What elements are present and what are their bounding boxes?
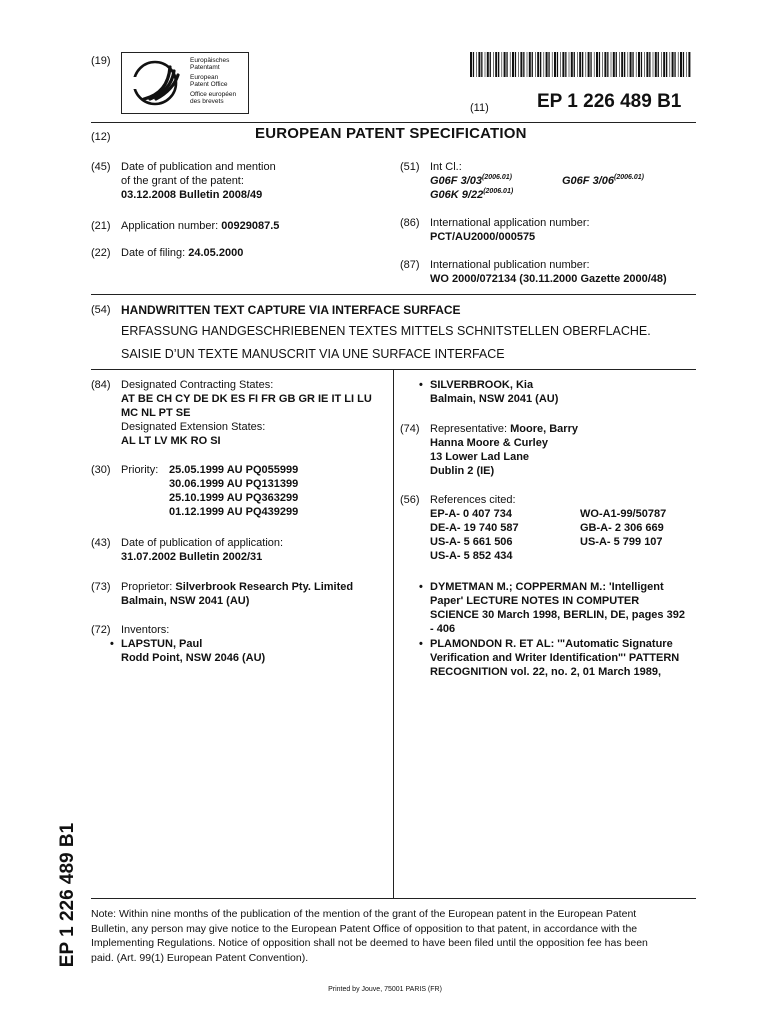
application-number: 00929087.5: [221, 220, 280, 232]
code-11: (11): [470, 102, 489, 114]
extension-states: AL LT LV MK RO SI: [121, 435, 221, 447]
reference-item: GB-A- 2 306 669: [580, 522, 664, 534]
printer-footer: Printed by Jouve, 75001 PARIS (FR): [328, 986, 442, 993]
designated-states-block: [121, 378, 372, 448]
inventors-label: Inventors:: [121, 624, 170, 636]
inventor-1: [121, 637, 265, 665]
intl-publication-label: International publication number:: [430, 259, 590, 271]
inventor-1-address: Rodd Point, NSW 2046 (AU): [121, 652, 266, 664]
code-12: (12): [91, 131, 111, 143]
code-87: (87): [400, 259, 420, 271]
proprietor-label: Proprietor:: [121, 581, 173, 593]
references-label: References cited:: [430, 494, 516, 506]
application-number-row: [121, 219, 279, 233]
code-73: (73): [91, 581, 111, 593]
office-name-de-1: Europäisches: [190, 57, 230, 64]
header-rule: [91, 122, 696, 123]
reference-item: US-A- 5 799 107: [580, 536, 663, 548]
filing-date-label: Date of filing:: [121, 247, 186, 259]
code-51: (51): [400, 161, 420, 173]
note-rule: [91, 898, 696, 899]
reference-item: EP-A- 0 407 734: [430, 508, 512, 520]
ipc-class-2: G06F $3/06^{(2006.01)}$: [562, 174, 644, 187]
proprietor-name: Silverbrook Research Pty. Limited: [175, 581, 354, 593]
inventor-2-address: Balmain, NSW 2041 (AU): [430, 393, 559, 405]
priority-item: 25.10.1999 AU PQ363299: [169, 492, 299, 504]
priority-item: 30.06.1999 AU PQ131399: [169, 478, 299, 490]
grant-label-2: of the grant of the patent:: [121, 175, 244, 187]
grant-date-bulletin: 03.12.2008 Bulletin 2008/49: [121, 189, 263, 201]
code-56: (56): [400, 494, 420, 506]
code-19: (19): [91, 55, 111, 67]
application-publication-block: [121, 536, 283, 564]
epo-logo-text: [190, 57, 236, 105]
inventor-2: [430, 378, 558, 406]
opposition-note: Note: Within nine months of the publication of the mention of the grant of the European patent in the European Patent Bulletin, any person may give notice to the European Patent Office of opposition to that patent, in accordance with the Implementing Regulations. Notice of opposition shall not be deemed to have been filed until the opposition fee has been paid. (Art. 99(1) European Patent Convention).: [91, 908, 648, 964]
int-cl-label: Int Cl.:: [430, 161, 462, 173]
intl-publication-block: [430, 258, 667, 286]
reference-item: WO-A1-99/50787: [580, 508, 667, 520]
side-publication-number: [54, 820, 82, 970]
document-type: EUROPEAN PATENT SPECIFICATION: [255, 125, 527, 142]
intl-publication-number: WO 2000/072134 (30.11.2000 Gazette 2000/48): [430, 273, 667, 285]
title-en: HANDWRITTEN TEXT CAPTURE VIA INTERFACE SURFACE: [121, 303, 461, 317]
intl-application-block: [430, 216, 590, 244]
filing-date: 24.05.2000: [188, 247, 244, 259]
office-name-en-1: European: [190, 73, 219, 81]
ipc-class-3: G06K $9/22^{(2006.01)}$: [430, 188, 514, 201]
proprietor-block: [121, 580, 353, 608]
code-74: (74): [400, 423, 420, 435]
title-de: ERFASSUNG HANDGESCHRIEBENEN TEXTES MITTELS SCHNITSTELLEN OBERFLACHE.: [121, 324, 651, 338]
application-publication-date: 31.07.2002 Bulletin 2002/31: [121, 551, 263, 563]
npl-reference-2: • PLAMONDON R. ET AL: '"Automatic Signature Verification and Writer Identification"' PATTERN RECOGNITION vol. 22, no. 2, 01 March 1989,: [430, 637, 679, 679]
epo-logo-mark-icon: [128, 57, 186, 109]
code-84: (84): [91, 379, 111, 391]
designated-states-label: Designated Contracting States:: [121, 379, 274, 391]
code-72: (72): [91, 624, 111, 636]
priority-list: [169, 463, 298, 519]
title-fr: SAISIE D’UN TEXTE MANUSCRIT VIA UNE SURFACE INTERFACE: [121, 347, 505, 361]
application-number-label: Application number:: [121, 220, 219, 232]
inventor-1-name: • LAPSTUN, Paul: [121, 637, 265, 651]
publication-number: EP 1 226 489 B1: [537, 91, 682, 112]
representative-street: 13 Lower Lad Lane: [430, 451, 530, 463]
designated-states-1: AT BE CH CY DE DK ES FI FR GB GR IE IT LI LU: [121, 393, 372, 405]
filing-date-row: [121, 246, 243, 260]
references-col-1: [430, 507, 519, 563]
code-43: (43): [91, 537, 111, 549]
office-name-fr-2: des brevets: [190, 98, 224, 106]
barcode: [470, 52, 692, 77]
representative-firm: Hanna Moore & Curley: [430, 437, 548, 449]
code-22: (22): [91, 247, 111, 259]
reference-item: US-A- 5 661 506: [430, 536, 513, 548]
reference-item: DE-A- 19 740 587: [430, 522, 519, 534]
code-54: (54): [91, 304, 111, 316]
references-col-2: [580, 507, 666, 549]
intl-application-number: PCT/AU2000/000575: [430, 231, 536, 243]
ipc-class-1: G06F $3/03^{(2006.01)}$: [430, 174, 512, 187]
extension-states-label: Designated Extension States:: [121, 421, 266, 433]
office-name-en-2: Patent Office: [190, 81, 228, 89]
grant-publication-block: [121, 160, 276, 202]
office-name-fr-1: Office européen: [190, 90, 237, 98]
code-86: (86): [400, 217, 420, 229]
representative-name: Moore, Barry: [510, 423, 578, 435]
representative-block: [430, 422, 578, 478]
inventor-2-name: • SILVERBROOK, Kia: [430, 378, 558, 392]
reference-item: US-A- 5 852 434: [430, 550, 513, 562]
meta-rule: [91, 294, 696, 295]
proprietor-address: Balmain, NSW 2041 (AU): [121, 595, 250, 607]
priority-item: 25.05.1999 AU PQ055999: [169, 464, 299, 476]
code-45: (45): [91, 161, 111, 173]
priority-item: 01.12.1999 AU PQ439299: [169, 506, 299, 518]
npl-reference-1: • DYMETMAN M.; COPPERMAN M.: 'Intelligent Paper' LECTURE NOTES IN COMPUTER SCIENCE 30 March 1998, BERLIN, DE, pages 392 - 406: [430, 580, 685, 636]
code-30: (30): [91, 464, 111, 476]
grant-label-1: Date of publication and mention: [121, 161, 276, 173]
epo-logo: [121, 52, 249, 114]
code-21: (21): [91, 220, 111, 232]
representative-label: Representative:: [430, 423, 508, 435]
priority-label: Priority:: [121, 464, 159, 476]
designated-states-2: MC NL PT SE: [121, 407, 191, 419]
intl-application-label: International application number:: [430, 217, 590, 229]
side-publication-number-text: EP 1 226 489 B1: [57, 822, 78, 968]
column-divider: [393, 369, 394, 898]
application-publication-label: Date of publication of application:: [121, 537, 284, 549]
office-name-de-2: Patentamt: [190, 64, 220, 72]
representative-city: Dublin 2 (IE): [430, 465, 495, 477]
